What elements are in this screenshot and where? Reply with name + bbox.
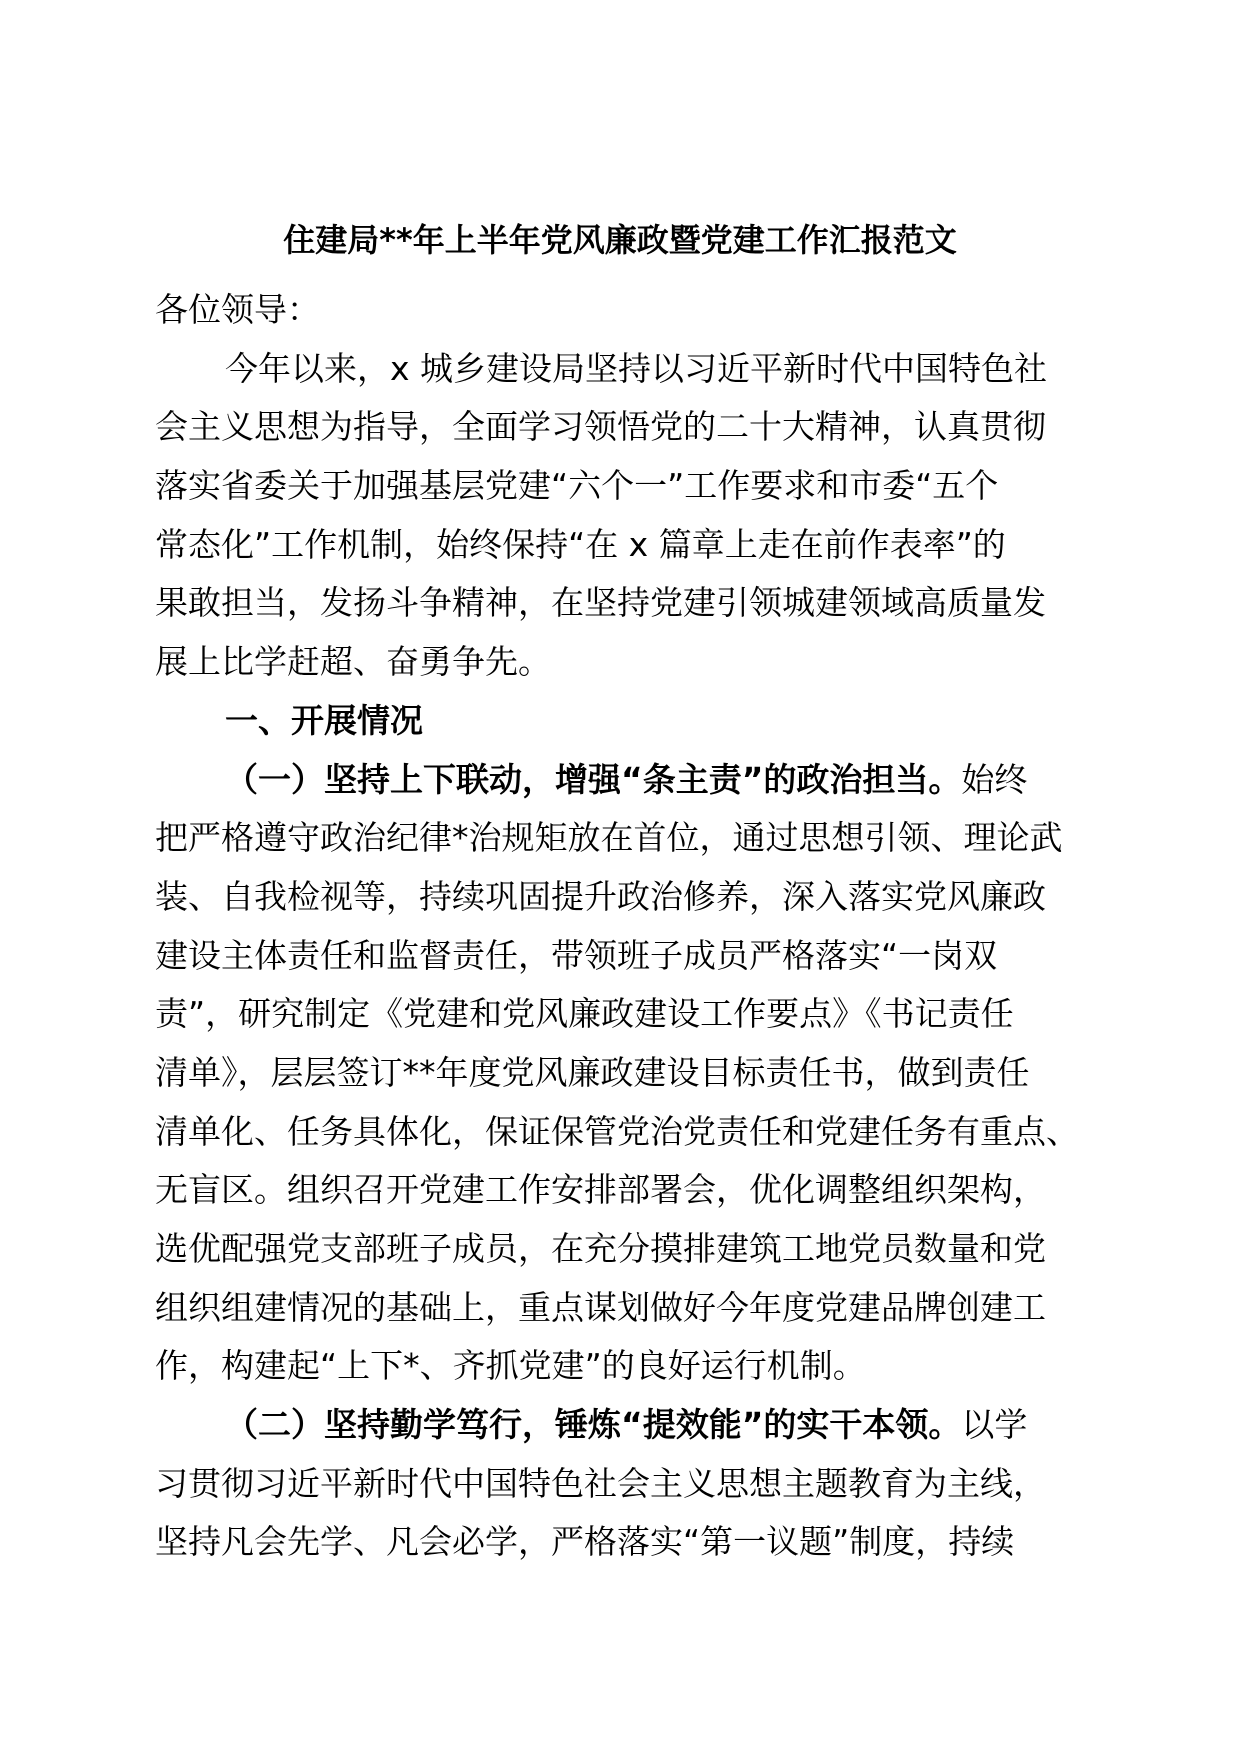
text-line bbox=[155, 751, 1075, 810]
line-text: 组织组建情况的基础上，重点谋划做好今年度党建品牌创建工 bbox=[155, 1287, 1046, 1327]
text-line bbox=[155, 985, 1075, 1044]
line-text: 果敢担当，发扬斗争精神，在坚持党建引领城建领域高质量发 bbox=[155, 583, 1046, 623]
line-text: 今年以来，x 城乡建设局坚持以习近平新时代中国特色社 bbox=[225, 348, 1048, 388]
line-text: 作，构建起“上下*、齐抓党建”的良好运行机制。 bbox=[155, 1346, 866, 1386]
line-text: 装、自我检视等，持续巩固提升政治修养，深入落实党风廉政 bbox=[155, 876, 1046, 916]
section-heading bbox=[155, 692, 1075, 751]
document-body bbox=[155, 281, 1079, 1572]
text-line bbox=[155, 633, 1075, 692]
text-line bbox=[155, 1161, 1075, 1220]
text-line bbox=[155, 398, 1075, 457]
text-line bbox=[155, 927, 1075, 986]
line-text: 以学 bbox=[961, 1405, 1028, 1445]
text-line bbox=[155, 868, 1075, 927]
text-line bbox=[155, 1220, 1075, 1279]
bold-heading-text: 一、开展情况 bbox=[225, 700, 423, 740]
line-text: 落实省委关于加强基层党建“六个一”工作要求和市委“五个 bbox=[155, 466, 999, 506]
text-line bbox=[155, 281, 1075, 340]
text-line bbox=[155, 1513, 1075, 1572]
line-text: 建设主体责任和监督责任，带领班子成员严格落实“一岗双 bbox=[155, 935, 998, 975]
line-text: 把严格遵守政治纪律*治规矩放在首位，通过思想引领、理论武 bbox=[155, 818, 1063, 858]
line-text: 选优配强党支部班子成员，在充分摸排建筑工地党员数量和党 bbox=[155, 1229, 1046, 1268]
bold-heading-text: （一）坚持上下联动，增强“条主责”的政治担当。 bbox=[225, 759, 962, 799]
text-line bbox=[155, 1396, 1075, 1455]
line-text: 展上比学赶超、奋勇争先。 bbox=[155, 642, 551, 682]
line-text: 责”，研究制定《党建和党风廉政建设工作要点》《书记责任 bbox=[155, 994, 1014, 1034]
text-line bbox=[155, 574, 1075, 633]
line-text: 无盲区。组织召开党建工作安排部署会，优化调整组织架构， bbox=[155, 1170, 1046, 1210]
text-line bbox=[155, 1044, 1075, 1103]
document-title: 住建局**年上半年党风廉政暨党建工作汇报范文 bbox=[283, 221, 957, 259]
text-line bbox=[155, 340, 1075, 399]
text-line bbox=[155, 809, 1075, 868]
line-text: 坚持凡会先学、凡会必学，严格落实“第一议题”制度，持续 bbox=[155, 1522, 1015, 1562]
line-text: 清单化、任务具体化，保证保管党治党责任和党建任务有重点、 bbox=[155, 1111, 1079, 1151]
line-text: 常态化”工作机制，始终保持“在 x 篇章上走在前作表率”的 bbox=[155, 524, 1006, 564]
bold-heading-text: （二）坚持勤学笃行，锤炼“提效能”的实干本领。 bbox=[225, 1405, 962, 1445]
text-line bbox=[155, 1103, 1079, 1162]
text-line bbox=[155, 457, 1075, 516]
line-text: 清单》，层层签订**年度党风廉政建设目标责任书，做到责任 bbox=[155, 1052, 1030, 1092]
line-text: 习贯彻习近平新时代中国特色社会主义思想主题教育为主线， bbox=[155, 1463, 1046, 1503]
line-text: 始终 bbox=[961, 759, 1028, 799]
text-line bbox=[155, 1337, 1075, 1396]
text-line bbox=[155, 516, 1075, 575]
text-line bbox=[155, 1279, 1075, 1338]
line-text: 会主义思想为指导，全面学习领悟党的二十大精神，认真贯彻 bbox=[155, 407, 1046, 447]
text-line bbox=[155, 1455, 1075, 1514]
line-text: 各位领导： bbox=[155, 290, 320, 329]
